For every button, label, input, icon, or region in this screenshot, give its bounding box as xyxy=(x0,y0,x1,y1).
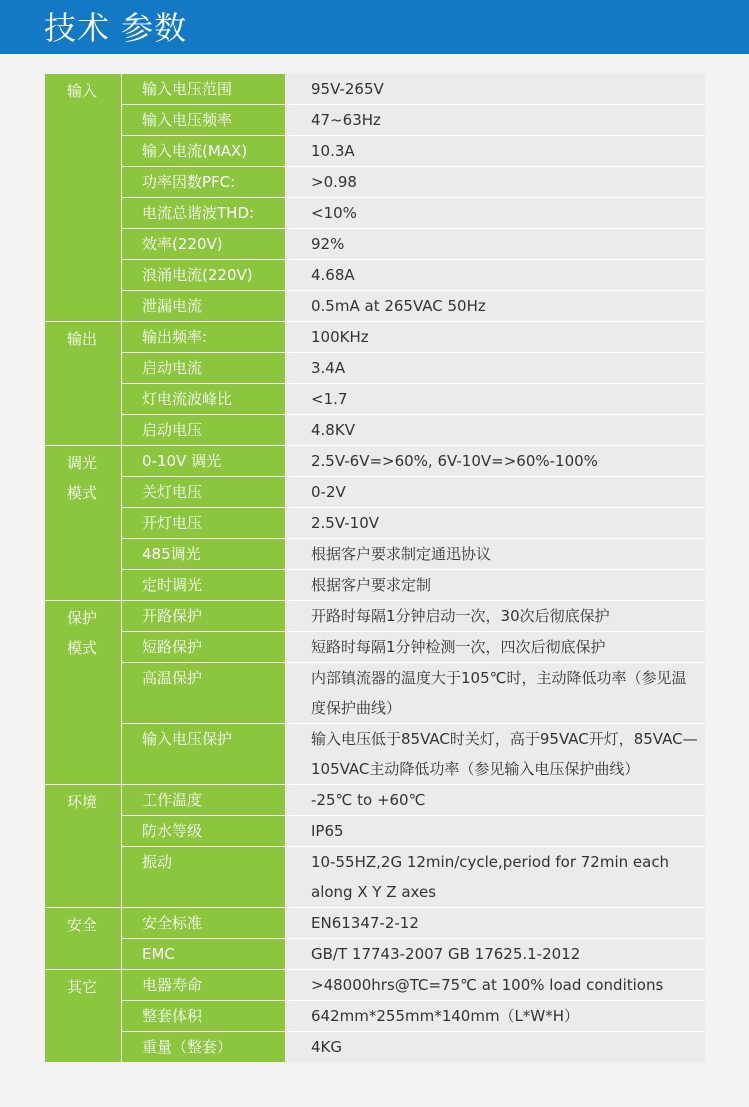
param-name: 电流总谐波THD: xyxy=(122,198,285,228)
param-name: 短路保护 xyxy=(122,632,285,662)
spec-rows xyxy=(122,785,705,907)
table-row xyxy=(122,939,705,969)
table-row xyxy=(122,508,705,539)
param-name: 泄漏电流 xyxy=(122,291,285,321)
category-cell xyxy=(45,785,122,907)
category-cell xyxy=(45,908,122,969)
param-name: 浪涌电流(220V) xyxy=(122,260,285,290)
table-row xyxy=(122,601,705,632)
spec-rows xyxy=(122,322,705,445)
param-name: 整套体积 xyxy=(122,1001,285,1031)
param-name: EMC xyxy=(122,939,285,969)
table-row xyxy=(122,724,705,784)
param-value: <10% xyxy=(285,198,705,228)
category-label: 其它 xyxy=(67,978,98,996)
table-row xyxy=(122,260,705,291)
table-row xyxy=(122,1001,705,1032)
table-row xyxy=(122,663,705,724)
param-value: 10-55HZ,2G 12min/cycle,period for 72min each along X Y Z axes xyxy=(285,847,705,907)
param-name: 防水等级 xyxy=(122,816,285,846)
spec-group xyxy=(45,601,705,785)
param-name: 启动电压 xyxy=(122,415,285,445)
param-name: 输入电压频率 xyxy=(122,105,285,135)
table-row xyxy=(122,908,705,939)
table-row xyxy=(122,415,705,445)
spec-rows xyxy=(122,908,705,969)
param-name: 重量（整套） xyxy=(122,1032,285,1062)
table-row xyxy=(122,632,705,663)
param-value: 开路时每隔1分钟启动一次，30次后彻底保护 xyxy=(285,601,705,631)
param-value: -25℃ to +60℃ xyxy=(285,785,705,815)
spec-rows xyxy=(122,446,705,600)
param-value: 内部镇流器的温度大于105℃时，主动降低功率（参见温度保护曲线） xyxy=(285,663,705,723)
param-value: 2.5V-6V=>60%, 6V-10V=>60%-100% xyxy=(285,446,705,476)
param-name: 灯电流波峰比 xyxy=(122,384,285,414)
param-name: 启动电流 xyxy=(122,353,285,383)
table-row xyxy=(122,785,705,816)
param-name: 输出频率: xyxy=(122,322,285,352)
category-cell xyxy=(45,322,122,445)
table-row xyxy=(122,105,705,136)
category-label: 安全 xyxy=(67,916,98,934)
spec-group xyxy=(45,970,705,1062)
param-name: 开灯电压 xyxy=(122,508,285,538)
category-cell xyxy=(45,601,122,784)
table-row xyxy=(122,570,705,600)
table-row xyxy=(122,970,705,1001)
table-row xyxy=(122,198,705,229)
category-label: 环境 xyxy=(67,793,98,811)
param-value: IP65 xyxy=(285,816,705,846)
spec-rows xyxy=(122,601,705,784)
param-value: >0.98 xyxy=(285,167,705,197)
param-name: 输入电压保护 xyxy=(122,724,285,784)
param-name: 关灯电压 xyxy=(122,477,285,507)
param-value: 100KHz xyxy=(285,322,705,352)
table-row xyxy=(122,847,705,907)
param-value: 2.5V-10V xyxy=(285,508,705,538)
param-value: 95V-265V xyxy=(285,74,705,104)
param-value: <1.7 xyxy=(285,384,705,414)
spec-group xyxy=(45,74,705,322)
table-row xyxy=(122,291,705,321)
table-row xyxy=(122,1032,705,1062)
table-row xyxy=(122,816,705,847)
param-value: 10.3A xyxy=(285,136,705,166)
param-name: 485调光 xyxy=(122,539,285,569)
param-value: 4KG xyxy=(285,1032,705,1062)
spec-rows xyxy=(122,970,705,1062)
param-name: 工作温度 xyxy=(122,785,285,815)
page-header xyxy=(0,0,749,54)
param-name: 定时调光 xyxy=(122,570,285,600)
param-name: 输入电流(MAX) xyxy=(122,136,285,166)
table-row xyxy=(122,539,705,570)
table-row xyxy=(122,384,705,415)
table-row xyxy=(122,446,705,477)
param-value: 4.8KV xyxy=(285,415,705,445)
table-row xyxy=(122,74,705,105)
spec-table xyxy=(45,74,705,1062)
param-name: 安全标准 xyxy=(122,908,285,938)
page-title: 技术 参数 xyxy=(44,9,188,47)
category-cell xyxy=(45,970,122,1062)
category-cell xyxy=(45,74,122,321)
spec-group xyxy=(45,785,705,908)
param-name: 功率因数PFC: xyxy=(122,167,285,197)
param-value: 根据客户要求制定通迅协议 xyxy=(285,539,705,569)
table-row xyxy=(122,136,705,167)
param-value: 3.4A xyxy=(285,353,705,383)
param-value: 短路时每隔1分钟检测一次，四次后彻底保护 xyxy=(285,632,705,662)
param-value: 0.5mA at 265VAC 50Hz xyxy=(285,291,705,321)
param-value: 92% xyxy=(285,229,705,259)
spec-group xyxy=(45,322,705,446)
category-label: 调光 xyxy=(67,454,98,472)
param-value: >48000hrs@TC=75℃ at 100% load conditions xyxy=(285,970,705,1000)
table-row xyxy=(122,229,705,260)
category-cell xyxy=(45,446,122,600)
param-name: 0-10V 调光 xyxy=(122,446,285,476)
param-name: 高温保护 xyxy=(122,663,285,723)
table-row xyxy=(122,353,705,384)
spec-group xyxy=(45,908,705,970)
param-name: 电器寿命 xyxy=(122,970,285,1000)
param-value: EN61347-2-12 xyxy=(285,908,705,938)
param-value: 根据客户要求定制 xyxy=(285,570,705,600)
category-label: 保护 xyxy=(67,609,98,627)
category-label: 输出 xyxy=(67,330,98,348)
table-row xyxy=(122,322,705,353)
param-value: 642mm*255mm*140mm（L*W*H） xyxy=(285,1001,705,1031)
category-label: 模式 xyxy=(67,484,98,502)
param-name: 输入电压范围 xyxy=(122,74,285,104)
param-name: 振动 xyxy=(122,847,285,907)
spec-group xyxy=(45,446,705,601)
category-label: 输入 xyxy=(67,82,98,100)
table-row xyxy=(122,477,705,508)
param-value: 输入电压低于85VAC时关灯，高于95VAC开灯，85VAC—105VAC主动降低功率（参见输入电压保护曲线） xyxy=(285,724,705,784)
param-name: 效率(220V) xyxy=(122,229,285,259)
category-label: 模式 xyxy=(67,639,98,657)
spec-rows xyxy=(122,74,705,321)
param-value: 0-2V xyxy=(285,477,705,507)
param-value: GB/T 17743-2007 GB 17625.1-2012 xyxy=(285,939,705,969)
param-value: 4.68A xyxy=(285,260,705,290)
param-name: 开路保护 xyxy=(122,601,285,631)
table-row xyxy=(122,167,705,198)
param-value: 47~63Hz xyxy=(285,105,705,135)
